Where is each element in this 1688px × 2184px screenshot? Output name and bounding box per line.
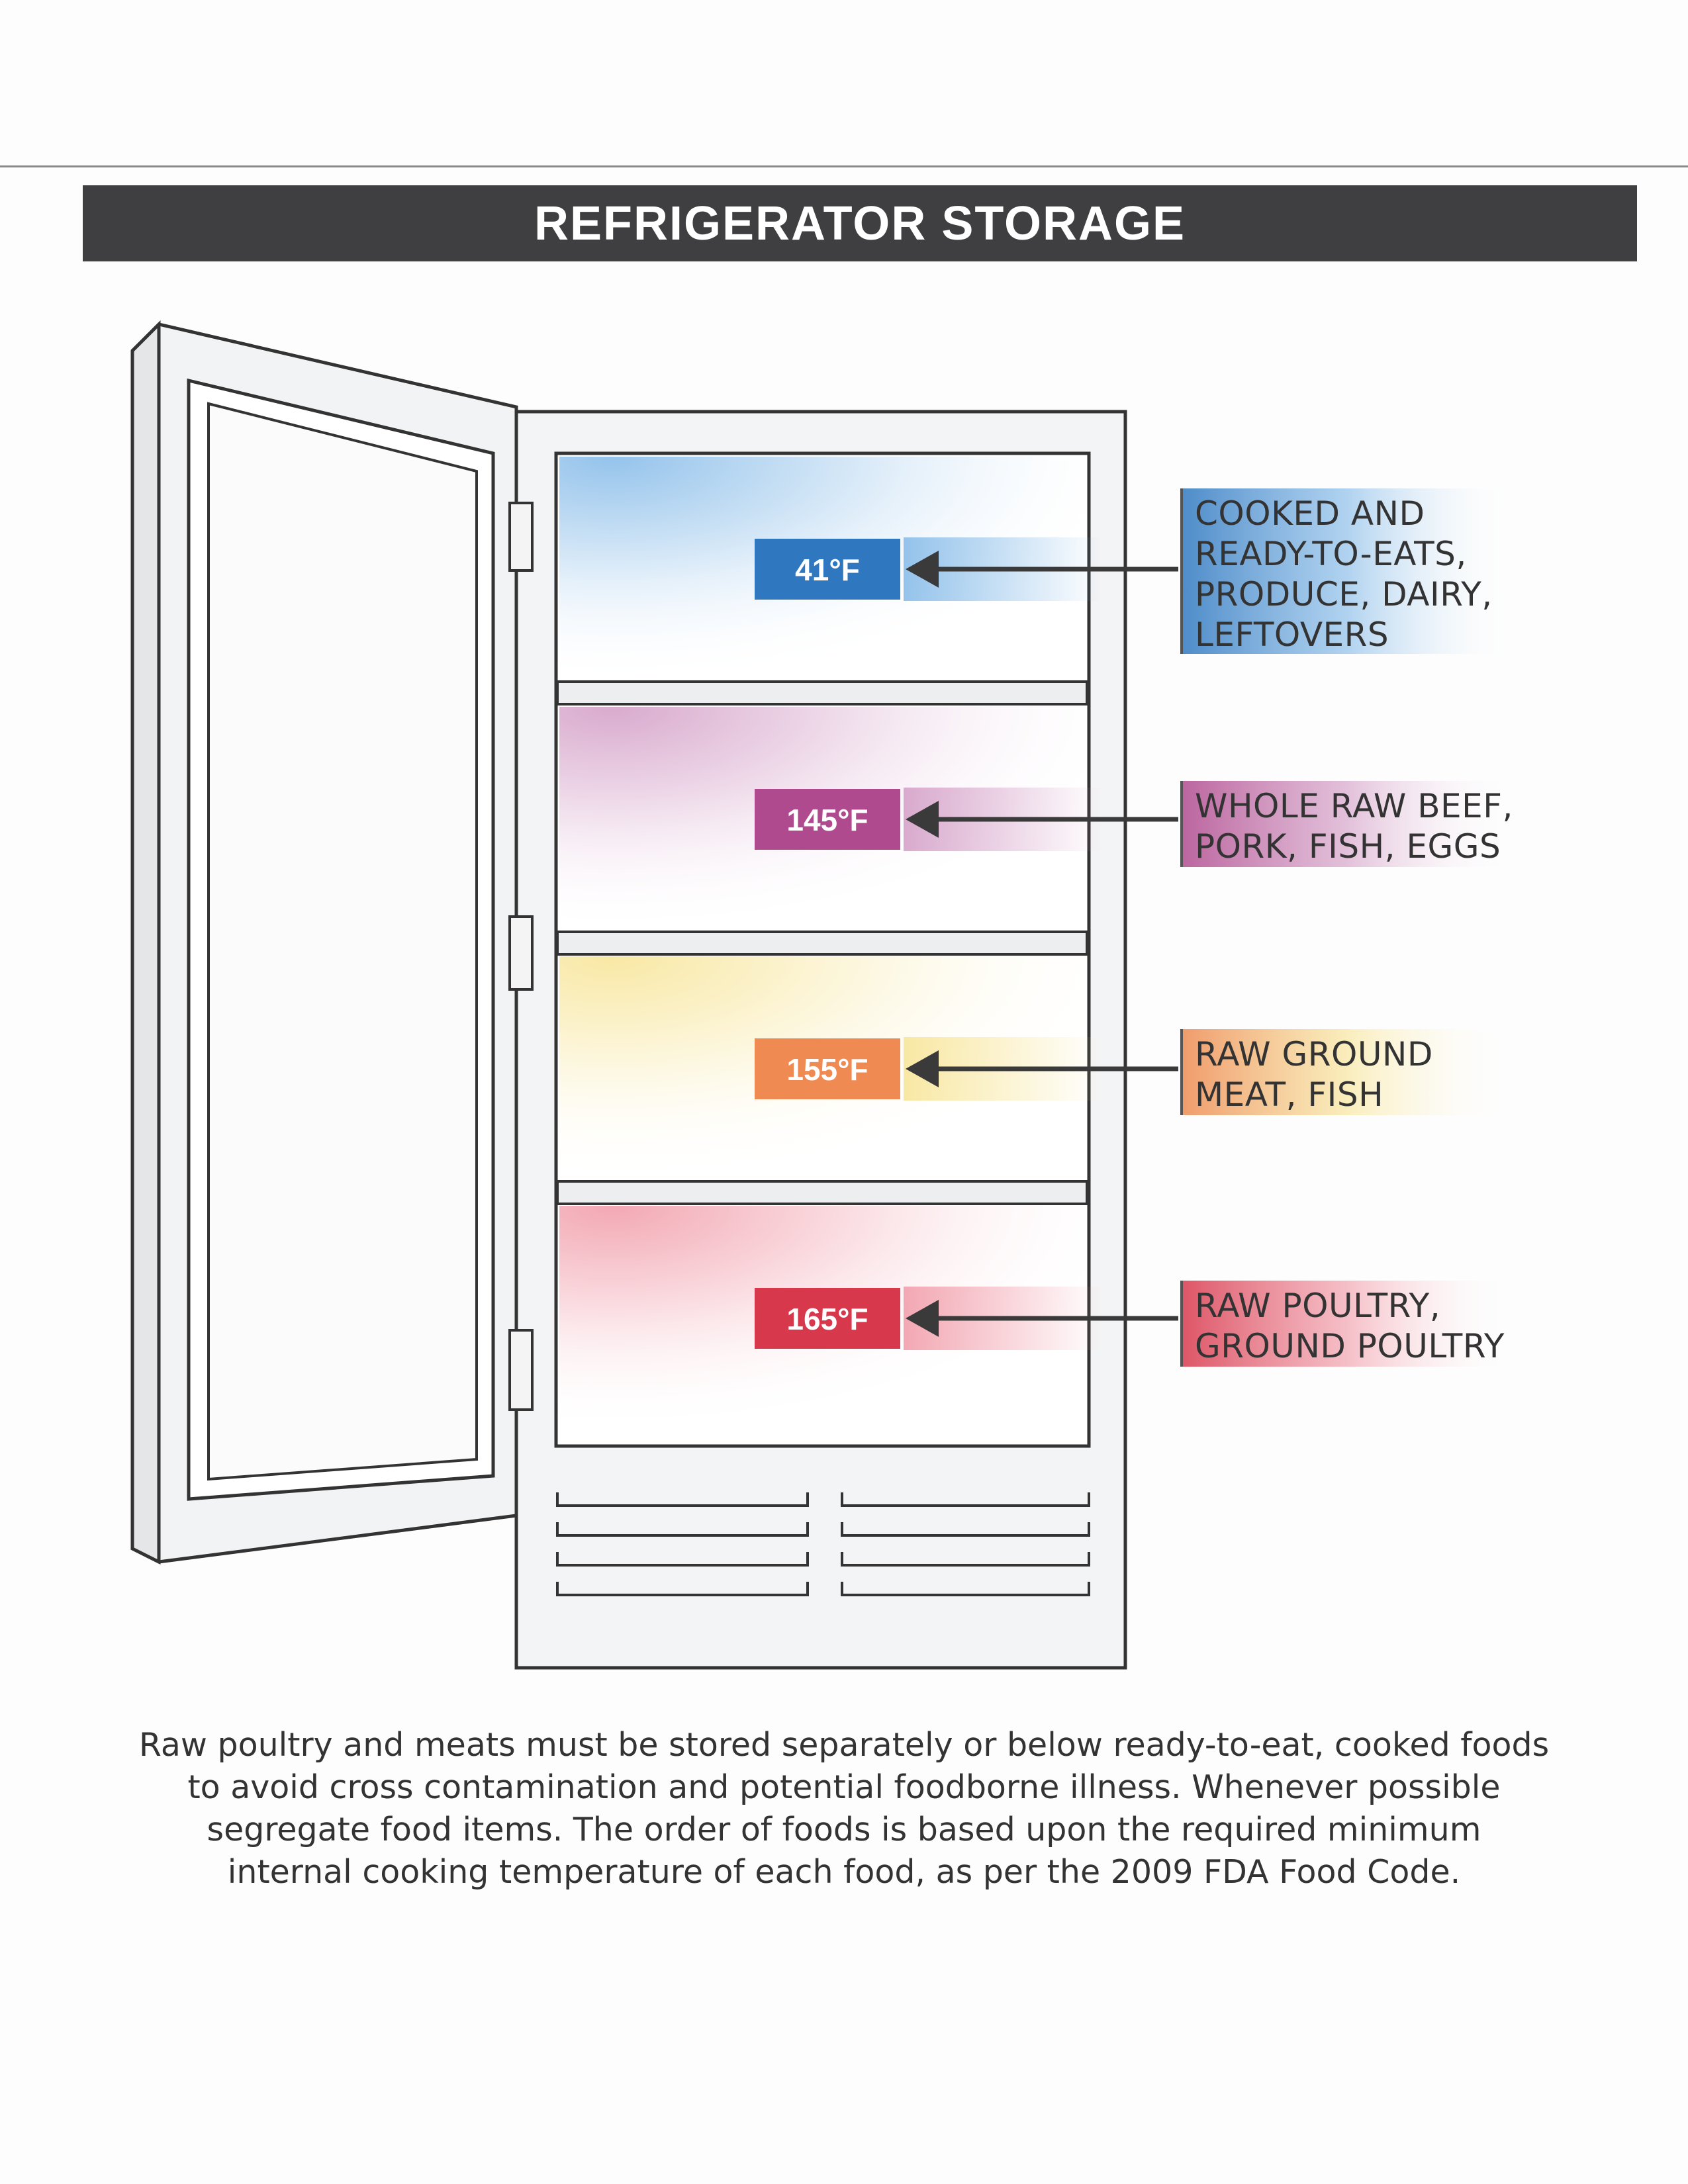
food-label-line: READY-TO-EATS, bbox=[1195, 535, 1467, 573]
door-inner-bevel bbox=[209, 404, 477, 1479]
shelf-divider bbox=[557, 1181, 1087, 1204]
page-title: REFRIGERATOR STORAGE bbox=[534, 197, 1186, 250]
food-label bbox=[1195, 1034, 1433, 1115]
caption-line: internal cooking temperature of each food, as per the 2009 FDA Food Code. bbox=[227, 1853, 1461, 1891]
door-side-edge bbox=[132, 324, 159, 1562]
food-label-line: MEAT, FISH bbox=[1195, 1075, 1384, 1114]
refrigerator-door bbox=[132, 324, 516, 1562]
shelf-divider bbox=[557, 682, 1087, 704]
door-hinge bbox=[510, 503, 532, 570]
temperature-label: 165°F bbox=[786, 1302, 868, 1336]
food-label-line: RAW POULTRY, bbox=[1195, 1287, 1441, 1325]
food-label bbox=[1195, 786, 1513, 867]
food-label-line: PORK, FISH, EGGS bbox=[1195, 827, 1501, 866]
food-label bbox=[1195, 494, 1493, 655]
food-label-line: PRODUCE, DAIRY, bbox=[1195, 575, 1493, 614]
temperature-label: 155°F bbox=[786, 1052, 868, 1087]
caption bbox=[79, 1724, 1609, 1893]
food-label-line: GROUND POULTRY bbox=[1195, 1327, 1505, 1365]
food-label-line: LEFTOVERS bbox=[1195, 615, 1389, 654]
shelf-divider bbox=[557, 932, 1087, 954]
caption-line: Raw poultry and meats must be stored separately or below ready-to-eat, cooked foods bbox=[138, 1726, 1550, 1764]
food-label bbox=[1195, 1286, 1505, 1367]
temperature-label: 145°F bbox=[786, 803, 868, 837]
caption-line: to avoid cross contamination and potential foodborne illness. Whenever possible bbox=[187, 1768, 1501, 1806]
temperature-label: 41°F bbox=[795, 553, 860, 587]
food-label-line: RAW GROUND bbox=[1195, 1035, 1433, 1073]
food-label-line: WHOLE RAW BEEF, bbox=[1195, 787, 1513, 825]
door-hinge bbox=[510, 917, 532, 989]
food-label-line: COOKED AND bbox=[1195, 494, 1425, 533]
door-hinge bbox=[510, 1330, 532, 1410]
caption-line: segregate food items. The order of foods is based upon the required minimum bbox=[207, 1811, 1481, 1848]
